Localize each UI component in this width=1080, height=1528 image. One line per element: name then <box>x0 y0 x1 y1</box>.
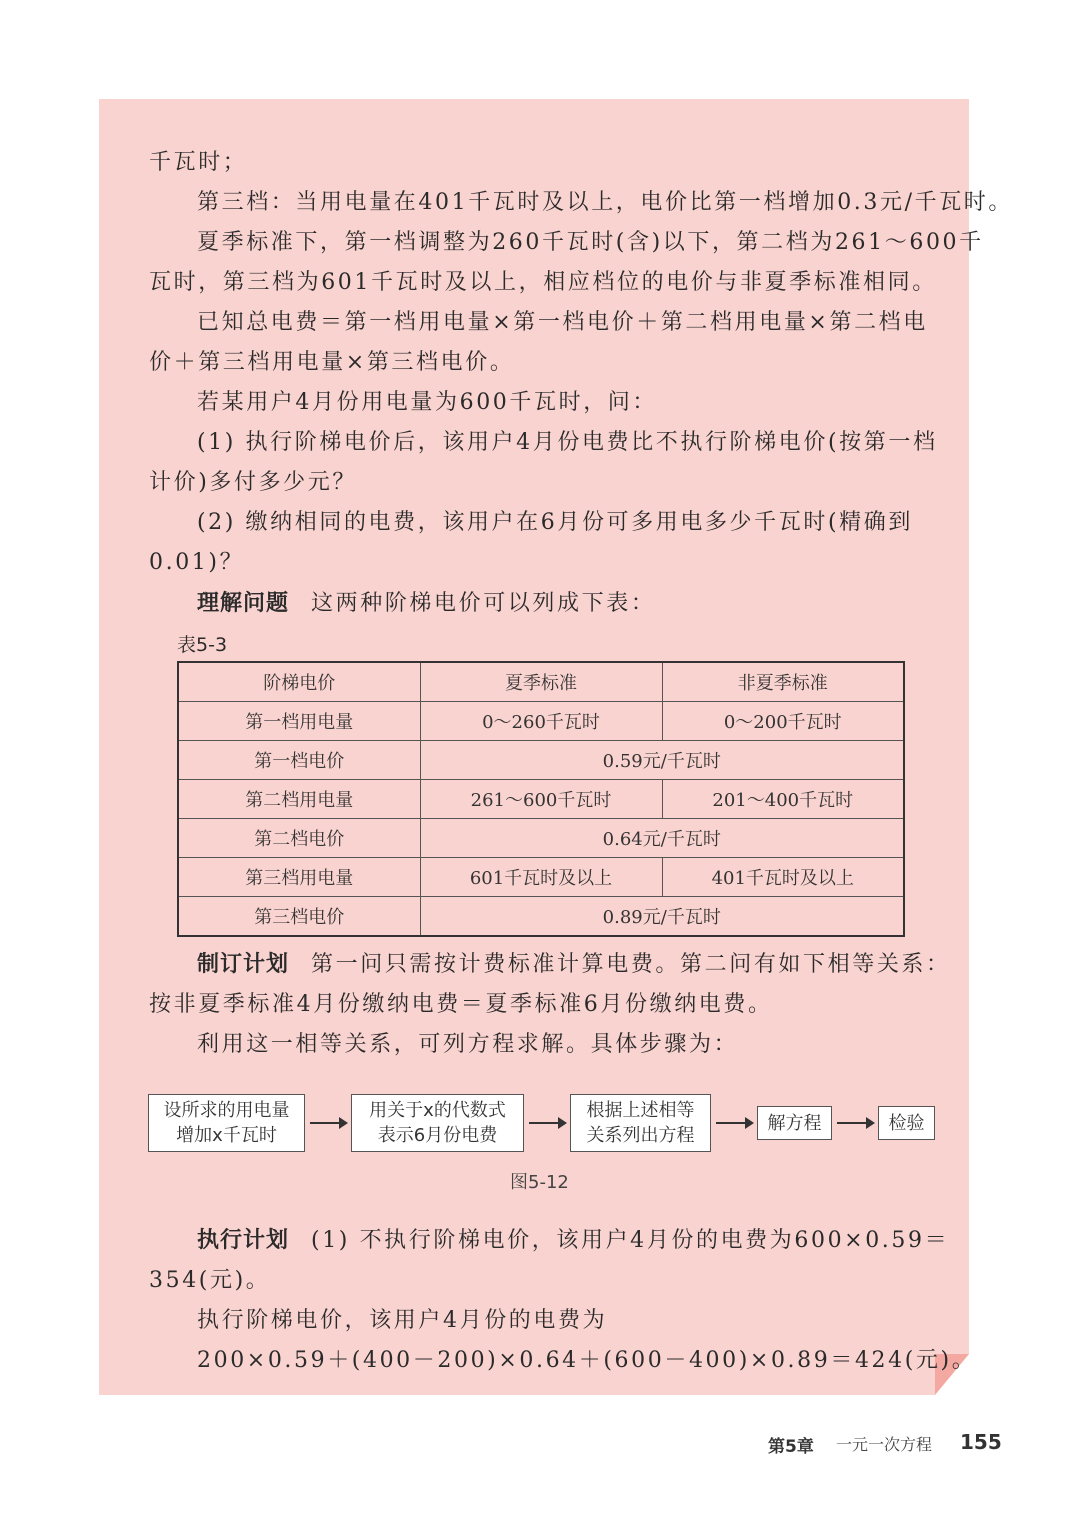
flow-arrow <box>529 1122 565 1124</box>
table-row <box>178 741 904 780</box>
table-header-cell: 夏季标准 <box>420 662 662 702</box>
table-cell: 第一档用电量 <box>178 702 420 741</box>
table-header-row <box>178 662 904 702</box>
plan-line: 按非夏季标准4月份缴纳电费＝夏季标准6月份缴纳电费。 <box>149 992 773 1017</box>
table-cell: 第一档电价 <box>178 741 420 780</box>
table-cell: 第三档电价 <box>178 897 420 937</box>
execute-text: (1) 不执行阶梯电价，该用户4月份的电费为600×0.59＝ <box>311 1228 950 1253</box>
body-line: 0.01)？ <box>149 550 245 575</box>
body-line: 千瓦时； <box>149 150 248 175</box>
table-header-cell: 非夏季标准 <box>662 662 904 702</box>
body-line: 第三档：当用电量在401千瓦时及以上，电价比第一档增加0.3元/千瓦时。 <box>197 190 1013 215</box>
flow-step-text: 设所求的用电量 <box>163 1100 290 1121</box>
flow-arrow <box>310 1122 346 1124</box>
table-row <box>178 702 904 741</box>
table-cell: 第二档用电量 <box>178 780 420 819</box>
flow-step-check <box>878 1106 935 1140</box>
flow-step-text: 关系列出方程 <box>586 1125 695 1146</box>
flow-step-text: 用关于x的代数式 <box>369 1100 506 1121</box>
table-row <box>178 819 904 858</box>
body-line: 瓦时，第三档为601千瓦时及以上，相应档位的电价与非夏季标准相同。 <box>149 270 937 295</box>
body-line: (1) 执行阶梯电价后，该用户4月份电费比不执行阶梯电价(按第一档 <box>197 430 938 455</box>
execute-paragraph <box>197 1226 949 1256</box>
flow-step-equation <box>570 1094 711 1152</box>
flow-step-text: 解方程 <box>767 1112 822 1134</box>
plan-heading: 制订计划 <box>197 952 290 977</box>
table-row <box>178 780 904 819</box>
table-cell: 601千瓦时及以上 <box>420 858 662 897</box>
body-line: 夏季标准下，第一档调整为260千瓦时(含)以下，第二档为261～600千 <box>197 230 984 255</box>
figure-caption: 图5-12 <box>510 1172 569 1193</box>
table-cell: 0.64元/千瓦时 <box>420 819 904 858</box>
flow-arrow <box>837 1122 873 1124</box>
plan-paragraph <box>197 950 951 980</box>
understand-paragraph <box>197 589 655 619</box>
table-row <box>178 858 904 897</box>
understand-text: 这两种阶梯电价可以列成下表： <box>311 591 656 616</box>
table-cell: 201～400千瓦时 <box>662 780 904 819</box>
page-number: 155 <box>960 1430 1002 1454</box>
flow-arrow <box>716 1122 752 1124</box>
table-cell: 261～600千瓦时 <box>420 780 662 819</box>
footer-chapter-title: 一元一次方程 <box>836 1435 933 1454</box>
body-line: 若某用户4月份用电量为600千瓦时，问： <box>197 390 657 415</box>
execute-line: 354(元)。 <box>149 1268 271 1293</box>
understand-heading: 理解问题 <box>197 591 290 616</box>
table-cell: 0.59元/千瓦时 <box>420 741 904 780</box>
table-header-cell: 阶梯电价 <box>178 662 420 702</box>
flow-step-text: 表示6月份电费 <box>377 1125 498 1146</box>
execute-line: 200×0.59＋(400－200)×0.64＋(600－400)×0.89＝424(元)。 <box>197 1348 977 1373</box>
body-line: 价＋第三档用电量×第三档电价。 <box>149 350 515 375</box>
execute-line: 执行阶梯电价，该用户4月份的电费为 <box>197 1308 608 1333</box>
plan-line: 利用这一相等关系，可列方程求解。具体步骤为： <box>197 1032 739 1057</box>
table-cell: 0～260千瓦时 <box>420 702 662 741</box>
table-caption: 表5-3 <box>177 634 228 656</box>
flow-step-expression <box>351 1094 524 1152</box>
flow-step-set-variable <box>148 1094 305 1152</box>
footer-chapter: 第5章 <box>768 1437 814 1457</box>
body-line: 已知总电费＝第一档用电量×第一档电价＋第二档用电量×第二档电 <box>197 310 928 335</box>
body-line: 计价)多付多少元？ <box>149 470 357 495</box>
flow-step-solve <box>757 1106 832 1140</box>
tier-pricing-table <box>177 661 905 937</box>
body-line: (2) 缴纳相同的电费，该用户在6月份可多用电多少千瓦时(精确到 <box>197 510 913 535</box>
table-cell: 0～200千瓦时 <box>662 702 904 741</box>
table-row <box>178 897 904 937</box>
flow-step-text: 根据上述相等 <box>586 1100 695 1121</box>
flow-step-text: 增加x千瓦时 <box>176 1125 277 1146</box>
flow-step-text: 检验 <box>888 1112 925 1134</box>
plan-text: 第一问只需按计费标准计算电费。第二问有如下相等关系： <box>311 952 951 977</box>
table-cell: 0.89元/千瓦时 <box>420 897 904 937</box>
table-cell: 第二档电价 <box>178 819 420 858</box>
execute-heading: 执行计划 <box>197 1228 290 1253</box>
table-cell: 401千瓦时及以上 <box>662 858 904 897</box>
table-cell: 第三档用电量 <box>178 858 420 897</box>
